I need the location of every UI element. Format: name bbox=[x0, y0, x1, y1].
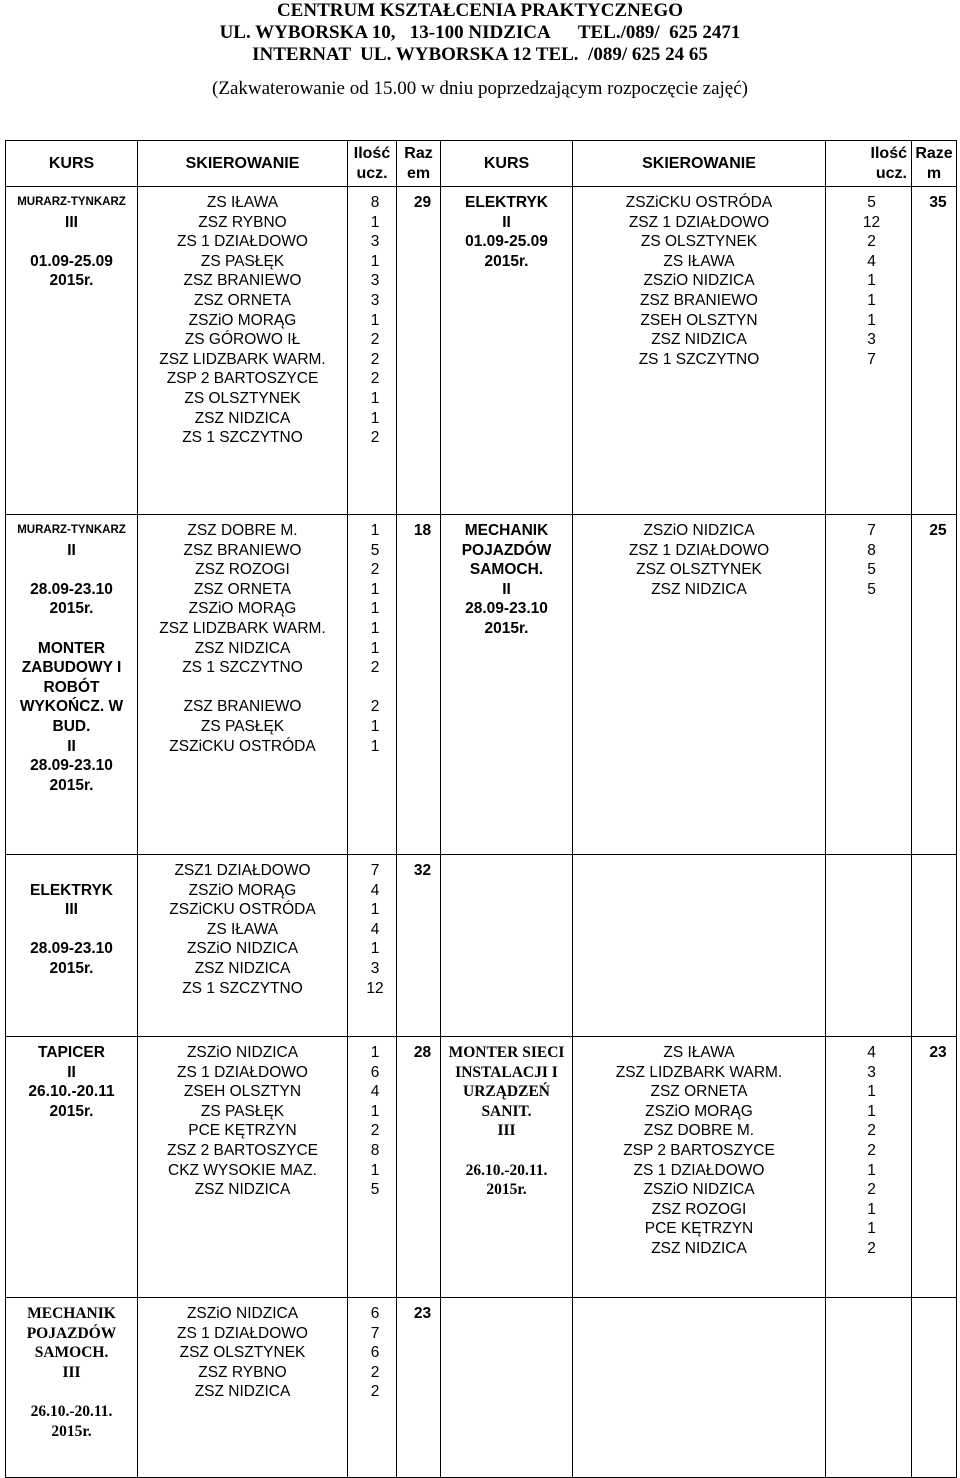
course-name-cell-line bbox=[6, 920, 137, 940]
course-name-cell-line bbox=[6, 619, 137, 639]
course-total-cell bbox=[397, 515, 441, 855]
referral-schools-cell-line: ZS IŁAWA bbox=[206, 920, 279, 938]
col-header-ilosc-right: Ilość ucz. bbox=[826, 141, 912, 187]
student-count-cell-line: 8 bbox=[867, 541, 876, 559]
referral-schools-cell-line: ZS PASŁĘK bbox=[200, 1102, 285, 1120]
course-name-cell bbox=[441, 1298, 573, 1478]
course-name-cell-line: SAMOCH. bbox=[469, 561, 544, 579]
course-total-cell bbox=[397, 1298, 441, 1478]
student-count-cell-line: 2 bbox=[370, 659, 380, 677]
course-total-cell-value: 25 bbox=[929, 522, 947, 539]
course-total-cell bbox=[912, 1037, 957, 1298]
referral-schools-cell bbox=[138, 1298, 348, 1478]
referral-schools-cell-line: ZSZ NIDZICA bbox=[651, 1239, 747, 1257]
referral-schools-cell-line: ZSZ ORNETA bbox=[193, 291, 292, 309]
referral-schools-cell-line: ZSZ LIDZBARK WARM. bbox=[159, 619, 326, 637]
referral-schools-cell-line: ZS 1 SZCZYTNO bbox=[638, 350, 760, 368]
student-count-cell-line: 1 bbox=[370, 252, 380, 270]
student-count-cell-line: 2 bbox=[370, 429, 380, 447]
student-count-cell-line: 1 bbox=[370, 580, 380, 598]
course-name-cell bbox=[6, 1298, 138, 1478]
course-name-cell-line: ELEKTRYK bbox=[465, 194, 548, 211]
student-count-cell bbox=[348, 855, 397, 1037]
student-count-cell-line: 1 bbox=[867, 1220, 876, 1238]
referral-schools-cell-line: ZSP 2 BARTOSZYCE bbox=[166, 370, 319, 388]
student-count-cell-line: 7 bbox=[867, 350, 876, 368]
student-count-cell-line: 1 bbox=[370, 1102, 380, 1120]
document-header bbox=[0, 0, 960, 100]
course-name-cell-line: SAMOCH. bbox=[34, 1344, 109, 1362]
course-total-cell-value: 18 bbox=[413, 522, 432, 539]
student-count-cell-line: 6 bbox=[370, 1344, 380, 1362]
student-count-cell-line: 3 bbox=[867, 1063, 876, 1081]
student-count-cell-line: 4 bbox=[370, 881, 380, 899]
course-name-cell-line: WYKOŃCZ. W bbox=[19, 698, 124, 716]
course-name-cell-line: II bbox=[502, 580, 511, 598]
referral-schools-cell bbox=[138, 1037, 348, 1298]
course-name-cell-line: II bbox=[502, 213, 511, 231]
referral-schools-cell bbox=[138, 187, 348, 515]
student-count-cell-line: 1 bbox=[370, 940, 380, 958]
course-name-cell-line: 2015r. bbox=[51, 1422, 92, 1440]
header-title: CENTRUM KSZTAŁCENIA PRAKTYCZNEGO bbox=[276, 0, 684, 21]
student-count-cell-line: 1 bbox=[370, 311, 380, 329]
student-count-cell-line: 1 bbox=[867, 311, 876, 329]
referral-schools-cell bbox=[573, 855, 826, 1037]
course-name-cell-line: 2015r. bbox=[49, 600, 94, 618]
course-name-cell-line: POJAZDÓW bbox=[461, 541, 552, 559]
course-name-cell-line: 2015r. bbox=[49, 272, 94, 290]
course-name-cell-line: 01.09-25.09 bbox=[30, 252, 113, 270]
referral-schools-cell-line: ZSZ OLSZTYNEK bbox=[179, 1344, 306, 1362]
course-name-cell bbox=[6, 515, 138, 855]
table-row bbox=[6, 515, 957, 855]
student-count-cell-line bbox=[354, 678, 396, 698]
course-name-cell-line: 28.09-23.10 bbox=[30, 940, 113, 958]
student-count-cell-line: 1 bbox=[867, 1102, 876, 1120]
course-name-cell-line: III bbox=[65, 901, 78, 919]
referral-schools-cell-line: ZSEH OLSZTYN bbox=[183, 1083, 302, 1101]
course-total-cell bbox=[912, 1298, 957, 1478]
referral-schools-cell bbox=[573, 1037, 826, 1298]
referral-schools-cell-line: ZS IŁAWA bbox=[663, 1044, 735, 1061]
referral-schools-cell-line: ZS 1 DZIAŁDOWO bbox=[177, 233, 308, 251]
referral-schools-cell-line: ZSZ 2 BARTOSZYCE bbox=[166, 1141, 319, 1159]
referral-schools-cell-line: ZSP 2 BARTOSZYCE bbox=[623, 1141, 775, 1159]
referral-schools-cell-line: ZSZ ROZOGI bbox=[195, 561, 290, 579]
referral-schools-cell-line: ZSZiO NIDZICA bbox=[643, 272, 755, 290]
course-total-cell bbox=[912, 855, 957, 1037]
student-count-cell-line: 4 bbox=[370, 920, 380, 938]
course-name-cell bbox=[6, 855, 138, 1037]
student-count-cell-line: 2 bbox=[867, 1181, 876, 1199]
course-total-cell bbox=[397, 1037, 441, 1298]
col-header-skierowanie-right: SKIEROWANIE bbox=[573, 141, 826, 187]
student-count-cell-line: 1 bbox=[370, 522, 380, 539]
student-count-cell-line: 12 bbox=[366, 979, 384, 997]
referral-schools-cell-line: ZSZ OLSZTYNEK bbox=[636, 561, 762, 579]
course-name-cell-line: 2015r. bbox=[484, 252, 529, 270]
course-name-cell-line: INSTALACJI I bbox=[455, 1063, 558, 1081]
course-name-cell-line: MONTER bbox=[37, 639, 106, 657]
student-count-cell-line: 7 bbox=[370, 1324, 380, 1342]
student-count-cell-line: 3 bbox=[867, 331, 876, 349]
referral-schools-cell bbox=[138, 515, 348, 855]
student-count-cell-line: 2 bbox=[370, 350, 380, 368]
referral-schools-cell-line: ZS IŁAWA bbox=[663, 252, 735, 270]
referral-schools-cell-line: ZSZ RYBNO bbox=[198, 213, 287, 231]
student-count-cell bbox=[826, 515, 912, 855]
referral-schools-cell bbox=[573, 515, 826, 855]
course-total-cell-value: 32 bbox=[413, 862, 432, 879]
referral-schools-cell-line: ZSZ ORNETA bbox=[193, 580, 292, 598]
course-total-cell-value: 35 bbox=[929, 194, 947, 211]
referral-schools-cell-line: ZSZiO NIDZICA bbox=[186, 1044, 299, 1061]
student-count-cell-line: 5 bbox=[867, 561, 876, 579]
referral-schools-cell-line: ZS 1 DZIAŁDOWO bbox=[633, 1161, 765, 1179]
col-header-razem-left: Raz em bbox=[397, 141, 441, 187]
student-count-cell-line: 2 bbox=[370, 370, 380, 388]
course-name-cell-line: 2015r. bbox=[49, 959, 94, 977]
course-name-cell-line: II bbox=[67, 737, 76, 755]
course-name-cell-line bbox=[6, 232, 137, 252]
referral-schools-cell-line: ZSZ BRANIEWO bbox=[183, 698, 302, 716]
student-count-cell-line: 1 bbox=[370, 600, 380, 618]
referral-schools-cell-line: ZSZ BRANIEWO bbox=[183, 541, 302, 559]
referral-schools-cell-line: ZSZ ROZOGI bbox=[651, 1200, 747, 1218]
referral-schools-cell-line: ZSZ RYBNO bbox=[198, 1363, 287, 1381]
student-count-cell-line: 1 bbox=[370, 1044, 380, 1061]
student-count-cell-line: 3 bbox=[370, 233, 380, 251]
col-header-razem-right: Raze m bbox=[912, 141, 957, 187]
course-name-cell-line: III bbox=[62, 1363, 81, 1381]
course-name-cell-line: II bbox=[67, 541, 76, 559]
student-count-cell-line: 4 bbox=[867, 1044, 876, 1061]
referral-schools-cell-line: ZSZ NIDZICA bbox=[194, 1181, 291, 1199]
referral-schools-cell-line: PCE KĘTRZYN bbox=[188, 1122, 297, 1140]
course-total-cell-value: 23 bbox=[929, 1044, 947, 1061]
course-name-cell-line: 2015r. bbox=[49, 776, 94, 794]
referral-schools-cell-line: PCE KĘTRZYN bbox=[644, 1220, 754, 1238]
referral-schools-cell-line: ZSZiO NIDZICA bbox=[186, 1305, 299, 1322]
course-name-cell-line: MURARZ-TYNKARZ bbox=[17, 196, 126, 208]
student-count-cell-line: 1 bbox=[867, 291, 876, 309]
student-count-cell-line: 3 bbox=[370, 291, 380, 309]
referral-schools-cell-line: ZSZiO NIDZICA bbox=[643, 522, 755, 539]
course-total-cell bbox=[912, 515, 957, 855]
student-count-cell-line: 1 bbox=[370, 717, 380, 735]
referral-schools-cell-line: ZS IŁAWA bbox=[206, 194, 279, 211]
student-count-cell-line: 2 bbox=[370, 331, 380, 349]
course-name-cell-line: SANIT. bbox=[481, 1102, 532, 1120]
table-row bbox=[6, 187, 957, 515]
student-count-cell-line: 1 bbox=[867, 272, 876, 290]
course-total-cell-value bbox=[920, 1304, 956, 1324]
course-name-cell-line: ZABUDOWY I bbox=[21, 659, 122, 677]
student-count-cell-line: 7 bbox=[370, 862, 380, 879]
referral-schools-cell-line: ZSZ NIDZICA bbox=[194, 959, 291, 977]
course-total-cell bbox=[912, 187, 957, 515]
referral-schools-cell-line: ZSZ DOBRE M. bbox=[643, 1122, 755, 1140]
course-total-cell bbox=[397, 855, 441, 1037]
referral-schools-cell-line: ZSZiO MORĄG bbox=[188, 881, 297, 899]
student-count-cell bbox=[348, 1298, 397, 1478]
student-count-cell-line: 2 bbox=[370, 1383, 380, 1401]
student-count-cell-line: 7 bbox=[867, 522, 876, 539]
course-name-cell-line: 28.09-23.10 bbox=[30, 580, 113, 598]
referral-schools-cell bbox=[573, 1298, 826, 1478]
student-count-cell-line: 1 bbox=[867, 1200, 876, 1218]
course-name-cell-line bbox=[441, 1141, 572, 1161]
course-name-cell-line: POJAZDÓW bbox=[26, 1324, 117, 1342]
header-address: UL. WYBORSKA 10, 13-100 NIDZICA TEL./089/ 625 2471 bbox=[219, 22, 741, 43]
course-name-cell-line: 26.10.-20.11. bbox=[30, 1402, 113, 1420]
student-count-cell-line: 8 bbox=[370, 1141, 380, 1159]
referral-schools-cell-line: CKZ WYSOKIE MAZ. bbox=[168, 1161, 317, 1179]
referral-schools-cell-line: ZSZ ORNETA bbox=[650, 1083, 748, 1101]
student-count-cell-line: 5 bbox=[867, 194, 876, 211]
student-count-cell-line: 2 bbox=[867, 1141, 876, 1159]
student-count-cell-line: 6 bbox=[370, 1305, 380, 1322]
course-name-cell-line: 2015r. bbox=[484, 619, 529, 637]
course-name-cell-line: MECHANIK bbox=[464, 522, 549, 539]
student-count-cell-line: 2 bbox=[867, 233, 876, 251]
referral-schools-cell-line: ZS 1 SZCZYTNO bbox=[182, 659, 303, 677]
referral-schools-cell-line: ZSZ1 DZIAŁDOWO bbox=[174, 862, 311, 879]
referral-schools-cell-line: ZSZiCKU OSTRÓDA bbox=[169, 901, 316, 919]
referral-schools-cell-line: ZSZiO MORĄG bbox=[645, 1102, 753, 1120]
course-name-cell-line: MECHANIK bbox=[27, 1305, 116, 1322]
referral-schools-cell-line: ZS GÓROWO IŁ bbox=[184, 331, 301, 349]
referral-schools-cell-line: ZSZ NIDZICA bbox=[651, 331, 747, 349]
course-name-cell bbox=[6, 187, 138, 515]
col-header-skierowanie-left: SKIEROWANIE bbox=[138, 141, 348, 187]
referral-schools-cell-line: ZSZ NIDZICA bbox=[651, 580, 747, 598]
student-count-cell bbox=[826, 1298, 912, 1478]
course-name-cell-line: 28.09-23.10 bbox=[30, 757, 113, 775]
course-name-cell-line: 28.09-23.10 bbox=[465, 600, 548, 618]
course-name-cell-line: 2015r. bbox=[486, 1181, 527, 1199]
col-header-ilosc-left: Ilość ucz. bbox=[348, 141, 397, 187]
col-header-kurs-right: KURS bbox=[441, 141, 573, 187]
student-count-cell-line: 6 bbox=[370, 1063, 380, 1081]
student-count-cell-line: 1 bbox=[370, 409, 380, 427]
student-count-cell-line: 1 bbox=[867, 1083, 876, 1101]
referral-schools-cell-line: ZSZ BRANIEWO bbox=[183, 272, 302, 290]
referral-schools-cell-line: ZSZiO NIDZICA bbox=[643, 1181, 755, 1199]
referral-schools-cell-line: ZSZ NIDZICA bbox=[194, 409, 291, 427]
course-name-cell-line bbox=[6, 560, 137, 580]
student-count-cell-line: 2 bbox=[867, 1239, 876, 1257]
referral-schools-cell-line: ZS OLSZTYNEK bbox=[640, 233, 758, 251]
student-count-cell-line: 2 bbox=[370, 561, 380, 579]
table-header-row bbox=[6, 141, 957, 187]
referral-schools-cell-line: ZSZiO NIDZICA bbox=[186, 940, 299, 958]
student-count-cell bbox=[826, 855, 912, 1037]
course-name-cell-line: MONTER SIECI bbox=[448, 1044, 565, 1061]
referral-schools-cell-line: ZSZiCKU OSTRÓDA bbox=[169, 737, 316, 755]
referral-schools-cell-line: ZS PASŁĘK bbox=[200, 252, 285, 270]
referral-schools-cell-line: ZSZiO MORĄG bbox=[188, 311, 297, 329]
student-count-cell-line: 1 bbox=[370, 213, 380, 231]
referral-schools-cell-line: ZSZ LIDZBARK WARM. bbox=[159, 350, 326, 368]
student-count-cell-line: 1 bbox=[867, 1161, 876, 1179]
student-count-cell-line: 1 bbox=[370, 389, 380, 407]
referral-schools-cell-line: ZS OLSZTYNEK bbox=[184, 389, 301, 407]
student-count-cell-line: 5 bbox=[867, 580, 876, 598]
course-name-cell-line: ELEKTRYK bbox=[30, 881, 113, 899]
course-total-cell bbox=[397, 187, 441, 515]
referral-schools-cell-line: ZSZ NIDZICA bbox=[194, 639, 291, 657]
table-row bbox=[6, 1298, 957, 1478]
student-count-cell-line: 3 bbox=[370, 959, 380, 977]
course-name-cell bbox=[441, 515, 573, 855]
student-count-cell-line: 2 bbox=[370, 698, 380, 716]
course-name-cell bbox=[441, 855, 573, 1037]
student-count-cell-line: 1 bbox=[370, 901, 380, 919]
referral-schools-cell-line: ZSZ NIDZICA bbox=[194, 1383, 291, 1401]
referral-schools-cell-line: ZS PASŁĘK bbox=[200, 717, 285, 735]
referral-schools-cell-line: ZSZiCKU OSTRÓDA bbox=[625, 194, 773, 211]
course-name-cell-line: III bbox=[65, 213, 78, 231]
referral-schools-cell-line bbox=[138, 678, 347, 698]
referral-schools-cell-line: ZS 1 SZCZYTNO bbox=[182, 979, 303, 997]
referral-schools-cell-line: ZSZ BRANIEWO bbox=[640, 291, 758, 309]
student-count-cell-line: 12 bbox=[862, 213, 881, 231]
header-dormitory: INTERNAT UL. WYBORSKA 12 TEL. /089/ 625 24 65 bbox=[252, 44, 708, 65]
course-name-cell-line: III bbox=[497, 1122, 516, 1140]
student-count-cell bbox=[826, 1037, 912, 1298]
header-accommodation-note: (Zakwaterowanie od 15.00 w dniu poprzedzającym rozpoczęcie zajęć) bbox=[212, 78, 748, 99]
course-name-cell-line bbox=[6, 861, 137, 881]
course-name-cell-line: 26.10.-20.11. bbox=[465, 1161, 548, 1179]
referral-schools-cell-line: ZS 1 DZIAŁDOWO bbox=[177, 1324, 308, 1342]
student-count-cell-line: 4 bbox=[370, 1083, 380, 1101]
referral-schools-cell bbox=[573, 187, 826, 515]
table-row bbox=[6, 855, 957, 1037]
course-name-cell-line: II bbox=[67, 1063, 76, 1081]
student-count-cell bbox=[348, 187, 397, 515]
course-name-cell-line: 26.10.-20.11 bbox=[28, 1083, 115, 1101]
student-count-cell-line: 3 bbox=[370, 272, 380, 290]
course-name-cell bbox=[441, 1037, 573, 1298]
student-count-cell-line: 1 bbox=[370, 639, 380, 657]
course-name-cell bbox=[6, 1037, 138, 1298]
referral-schools-cell-line: ZSZ 1 DZIAŁDOWO bbox=[628, 541, 770, 559]
referral-schools-cell-line: ZS 1 DZIAŁDOWO bbox=[177, 1063, 308, 1081]
referral-schools-cell bbox=[138, 855, 348, 1037]
course-total-cell-value: 23 bbox=[413, 1305, 432, 1322]
table-row bbox=[6, 1037, 957, 1298]
course-total-cell-value: 29 bbox=[413, 194, 432, 211]
course-name-cell-line: ROBÓT bbox=[43, 678, 100, 696]
course-name-cell-line: TAPICER bbox=[38, 1044, 105, 1061]
referral-schools-cell-line: ZS 1 SZCZYTNO bbox=[182, 429, 303, 447]
student-count-cell-line: 2 bbox=[867, 1122, 876, 1140]
student-count-cell-line: 8 bbox=[370, 194, 380, 211]
course-name-cell-line: URZĄDZEŃ bbox=[463, 1083, 550, 1101]
course-name-cell-line: 01.09-25.09 bbox=[465, 233, 548, 251]
course-schedule-table bbox=[5, 140, 957, 1478]
student-count-cell bbox=[826, 187, 912, 515]
student-count-cell-line: 1 bbox=[370, 619, 380, 637]
course-name-cell-line: BUD. bbox=[52, 717, 91, 735]
course-name-cell-line: MURARZ-TYNKARZ bbox=[17, 524, 126, 536]
referral-schools-cell-line: ZSZ DOBRE M. bbox=[187, 522, 298, 539]
course-name-cell-line: 2015r. bbox=[49, 1102, 94, 1120]
student-count-cell-line: 2 bbox=[370, 1363, 380, 1381]
referral-schools-cell-line: ZSZiO MORĄG bbox=[188, 600, 297, 618]
referral-schools-cell-line: ZSZ LIDZBARK WARM. bbox=[615, 1063, 783, 1081]
course-total-cell-value: 28 bbox=[413, 1044, 432, 1061]
referral-schools-cell-line: ZSEH OLSZTYN bbox=[640, 311, 758, 329]
course-name-cell bbox=[441, 187, 573, 515]
col-header-kurs-left: KURS bbox=[6, 141, 138, 187]
course-name-cell-line bbox=[6, 1382, 137, 1402]
course-total-cell-value bbox=[920, 861, 956, 881]
student-count-cell-line: 2 bbox=[370, 1122, 380, 1140]
student-count-cell-line: 1 bbox=[370, 1161, 380, 1179]
student-count-cell-line: 4 bbox=[867, 252, 876, 270]
referral-schools-cell-line: ZSZ 1 DZIAŁDOWO bbox=[628, 213, 770, 231]
student-count-cell bbox=[348, 515, 397, 855]
student-count-cell-line: 5 bbox=[370, 541, 380, 559]
student-count-cell-line: 1 bbox=[370, 737, 380, 755]
student-count-cell bbox=[348, 1037, 397, 1298]
student-count-cell-line: 5 bbox=[370, 1181, 380, 1199]
